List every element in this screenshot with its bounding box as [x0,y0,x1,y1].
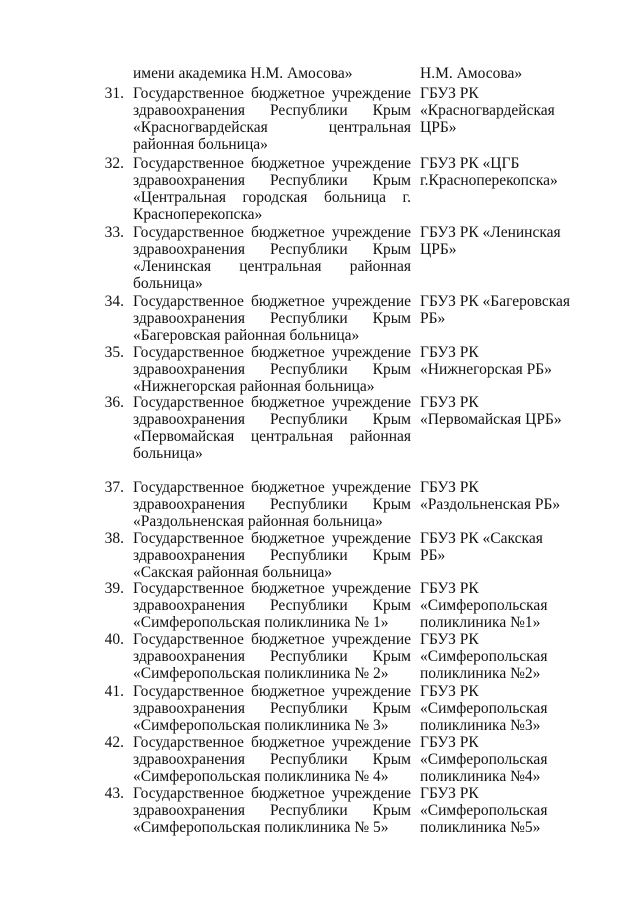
institution-full-name [133,530,411,581]
name-line [133,683,411,700]
name-word: «Симферопольская поликлиника № 4» [133,768,389,785]
name-line [133,189,411,206]
name-word: «Сакская районная больница» [133,564,333,581]
name-word: «Центральная [133,189,226,206]
name-word: бюджетное [250,293,325,310]
short-name-line: ГБУЗ РК «Багеровская [420,293,571,310]
name-word: бюджетное [250,479,325,496]
name-line [133,378,411,395]
name-word: учреждение [331,734,411,751]
name-word: Крым [372,648,411,665]
row-number: 38. [104,530,124,547]
name-word: бюджетное [250,734,325,751]
name-line [133,580,411,597]
name-line [133,136,411,153]
name-line [133,224,411,241]
name-word: Республики [269,648,348,665]
name-word: здравоохранения [133,802,245,819]
institution-full-name [133,344,411,395]
institution-short-name [420,224,600,258]
name-line [133,344,411,361]
name-word: здравоохранения [133,547,245,564]
short-name-line: поликлиника №4» [420,768,541,785]
name-word: Государственное [133,394,244,411]
name-word: Крым [372,241,411,258]
short-name-line: ГБУЗ РК [420,683,479,700]
short-name-line: РБ» [420,310,446,327]
name-word: Крым [372,411,411,428]
institution-short-name [420,85,600,136]
institution-short-name [420,580,600,631]
name-word: учреждение [331,344,411,361]
name-word: бюджетное [250,85,325,102]
short-name-line: ЦРБ» [420,241,457,258]
name-line [133,665,411,682]
name-line [133,241,411,258]
name-word: «Первомайская [133,428,235,445]
short-name-line: ГБУЗ РК [420,785,479,802]
institution-full-name [133,631,411,682]
name-word: Государственное [133,344,244,361]
name-word: бюджетное [250,155,325,172]
name-line [133,445,411,462]
name-word: Крым [372,700,411,717]
short-name-line: поликлиника №3» [420,717,541,734]
name-line [133,564,411,581]
row-number: 43. [104,785,124,802]
name-line [133,631,411,648]
name-word: бюджетное [250,580,325,597]
name-word: Республики [269,802,348,819]
name-word: Республики [269,310,348,327]
name-word: Крым [372,310,411,327]
short-name-line: ГБУЗ РК «Ленинская [420,224,561,241]
short-name-line: ГБУЗ РК «Сакская [420,530,543,547]
name-line [133,717,411,734]
institution-full-name [133,785,411,836]
name-line [133,411,411,428]
name-word: районная [349,258,411,275]
name-word: Крым [372,751,411,768]
institution-full-name [133,155,411,223]
name-word: учреждение [331,155,411,172]
name-word: Красноперекопска» [133,206,263,223]
short-name-line: «Первомайская ЦРБ» [420,411,562,428]
name-word: учреждение [331,85,411,102]
name-word: «Симферопольская поликлиника № 2» [133,665,389,682]
name-word: Государственное [133,734,244,751]
name-line [133,785,411,802]
institution-short-name [420,785,600,836]
name-word: учреждение [331,394,411,411]
name-line [133,802,411,819]
name-word: «Симферопольская поликлиника № 1» [133,614,389,631]
short-name-line: поликлиника №5» [420,819,541,836]
name-word: Государственное [133,530,244,547]
name-word: Крым [372,172,411,189]
row-number: 36. [104,394,124,411]
name-word: учреждение [331,293,411,310]
name-word: г. [402,189,411,206]
short-name-line: «Нижнегорская РБ» [420,361,552,378]
institution-full-name [133,85,411,153]
name-line [133,479,411,496]
name-word: Республики [269,751,348,768]
name-word: Крым [372,597,411,614]
name-word: бюджетное [250,785,325,802]
row-number: 42. [104,734,124,751]
row-number: 34. [104,293,124,310]
name-word: бюджетное [250,631,325,648]
name-word: «Ленинская [133,258,212,275]
short-name-line: ГБУЗ РК [420,734,479,751]
name-word: «Нижнегорская районная больница» [133,378,375,395]
name-word: бюджетное [250,224,325,241]
short-name-line: ГБУЗ РК «ЦГБ [420,155,520,172]
name-line [133,648,411,665]
institution-full-name [133,580,411,631]
name-line [133,768,411,785]
institution-short-name [420,530,600,564]
name-line [133,258,411,275]
name-word: учреждение [331,479,411,496]
institution-short-name [420,734,600,785]
name-word: Республики [269,700,348,717]
name-word: бюджетное [250,394,325,411]
name-word: здравоохранения [133,411,245,428]
short-name-line: ГБУЗ РК [420,85,479,102]
short-name-line: «Симферопольская [420,597,548,614]
name-word: Государственное [133,479,244,496]
name-word: Республики [269,411,348,428]
name-word: районная больница» [133,136,268,153]
institution-short-name [420,479,600,513]
institution-short-name [420,683,600,734]
name-word: Республики [269,547,348,564]
name-line [133,102,411,119]
name-word: Государственное [133,683,244,700]
name-word: бюджетное [250,344,325,361]
row-number: 37. [104,479,124,496]
name-word: Крым [372,102,411,119]
name-word: здравоохранения [133,310,245,327]
row-number: 40. [104,631,124,648]
name-word: здравоохранения [133,172,245,189]
row-number: 39. [104,580,124,597]
name-word: Государственное [133,155,244,172]
row-number: 33. [104,224,124,241]
name-word: Республики [269,172,348,189]
short-name-line: ГБУЗ РК [420,344,479,361]
name-word: Государственное [133,224,244,241]
short-name-line: ЦРБ» [420,119,457,136]
short-name-line: «Красногвардейская [420,102,555,119]
name-word: Республики [269,361,348,378]
name-word: Государственное [133,293,244,310]
name-word: «Симферопольская поликлиника № 5» [133,819,389,836]
short-name-line: ГБУЗ РК [420,580,479,597]
continuation-name: имени академика Н.М. Амосова» [133,65,353,82]
institution-short-name [420,293,600,327]
institution-full-name [133,734,411,785]
name-line [133,513,411,530]
name-line [133,530,411,547]
name-word: учреждение [331,530,411,547]
name-word: Крым [372,547,411,564]
name-word: Республики [269,241,348,258]
name-line [133,327,411,344]
name-line [133,310,411,327]
name-word: Республики [269,102,348,119]
name-word: центральная [328,119,411,136]
short-name-line: РБ» [420,547,446,564]
row-number: 35. [104,344,124,361]
institution-full-name [133,479,411,530]
name-line [133,155,411,172]
name-line [133,547,411,564]
name-word: учреждение [331,683,411,700]
short-name-line: поликлиника №1» [420,614,541,631]
short-name-line: «Симферопольская [420,802,548,819]
short-name-line: ГБУЗ РК [420,479,479,496]
name-line [133,614,411,631]
institution-full-name [133,394,411,462]
name-word: учреждение [331,785,411,802]
short-name-line: «Симферопольская [420,648,548,665]
row-number: 41. [104,683,124,700]
name-word: больница» [133,275,203,292]
name-word: здравоохранения [133,597,245,614]
name-word: здравоохранения [133,496,245,513]
name-line [133,394,411,411]
row-number: 32. [104,155,124,172]
institution-full-name [133,683,411,734]
short-name-line: г.Красноперекопска» [420,172,558,189]
name-word: «Раздольненская районная больница» [133,513,383,530]
name-word: учреждение [331,224,411,241]
name-word: учреждение [331,580,411,597]
name-word: здравоохранения [133,751,245,768]
institution-short-name [420,155,600,189]
name-line [133,172,411,189]
name-line [133,275,411,292]
name-word: больница» [133,445,203,462]
name-line [133,206,411,223]
name-word: Государственное [133,785,244,802]
name-word: районная [349,428,411,445]
name-line [133,119,411,136]
short-name-line: ГБУЗ РК [420,631,479,648]
name-line [133,428,411,445]
name-line [133,819,411,836]
name-line [133,734,411,751]
name-word: Крым [372,361,411,378]
institution-full-name [133,224,411,292]
name-word: здравоохранения [133,361,245,378]
name-word: Республики [269,597,348,614]
institution-short-name [420,344,600,378]
name-line [133,361,411,378]
name-word: Крым [372,802,411,819]
name-line [133,85,411,102]
short-name-line: «Симферопольская [420,751,548,768]
name-word: Государственное [133,580,244,597]
name-word: Крым [372,496,411,513]
name-word: центральная [250,428,334,445]
name-line [133,293,411,310]
name-word: здравоохранения [133,102,245,119]
short-name-line: «Симферопольская [420,700,548,717]
name-word: Государственное [133,85,244,102]
name-word: учреждение [331,631,411,648]
name-word: «Красногвардейская [133,119,268,136]
name-word: Государственное [133,631,244,648]
short-name-line: ГБУЗ РК [420,394,479,411]
short-name-line: «Раздольненская РБ» [420,496,561,513]
name-word: Республики [269,496,348,513]
name-line [133,496,411,513]
row-number: 31. [104,85,124,102]
institution-full-name [133,293,411,344]
name-word: здравоохранения [133,700,245,717]
institution-short-name [420,394,600,428]
name-word: бюджетное [250,530,325,547]
continuation-short-name: Н.М. Амосова» [420,65,523,82]
name-line [133,751,411,768]
name-word: здравоохранения [133,241,245,258]
name-word: «Симферопольская поликлиника № 3» [133,717,389,734]
name-word: центральная [239,258,322,275]
institution-short-name [420,631,600,682]
name-word: «Багеровская районная больница» [133,327,360,344]
name-word: бюджетное [250,683,325,700]
name-word: больница [323,189,386,206]
name-word: городская [242,189,308,206]
name-line [133,700,411,717]
name-word: здравоохранения [133,648,245,665]
name-line [133,597,411,614]
short-name-line: поликлиника №2» [420,665,541,682]
